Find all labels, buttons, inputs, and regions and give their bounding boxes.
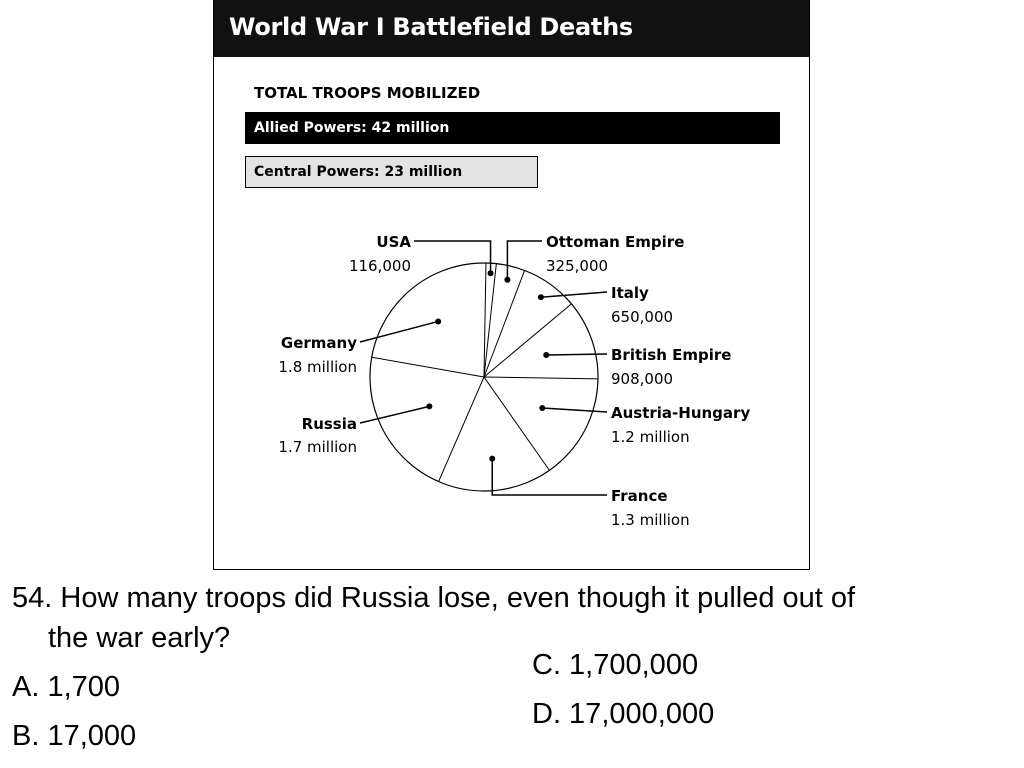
leader-usa — [414, 241, 491, 273]
label-british-value: 908,000 — [611, 370, 674, 388]
answer-option-a[interactable]: A. 1,700 — [12, 671, 121, 703]
slice-labels — [278, 233, 750, 529]
slice-callouts — [360, 241, 607, 495]
label-france-name: France — [611, 487, 668, 505]
leader-russia — [360, 406, 429, 423]
chart-title: World War I Battlefield Deaths — [229, 13, 633, 41]
leader-germany — [360, 321, 438, 342]
slice-germany — [372, 357, 484, 377]
label-ottoman-name: Ottoman Empire — [546, 233, 685, 251]
label-italy-name: Italy — [611, 284, 649, 302]
leader-austria — [542, 408, 607, 412]
central-powers-bar: Central Powers: 23 million — [245, 156, 538, 188]
mobilized-heading: TOTAL TROOPS MOBILIZED — [254, 84, 481, 102]
label-russia-name: Russia — [301, 415, 357, 433]
label-russia-value: 1.7 million — [278, 438, 357, 456]
question-text-cont: the war early? — [48, 622, 231, 654]
leader-british — [546, 354, 607, 355]
allied-powers-bar: Allied Powers: 42 million — [245, 112, 780, 144]
answer-option-d[interactable]: D. 17,000,000 — [532, 698, 715, 730]
label-germany-name: Germany — [280, 334, 357, 352]
answer-option-c[interactable]: C. 1,700,000 — [532, 649, 699, 681]
label-austria-name: Austria-Hungary — [611, 404, 751, 422]
slice-russia — [439, 377, 484, 482]
label-british-name: British Empire — [611, 346, 732, 364]
slice-british — [484, 304, 571, 377]
leader-italy — [541, 292, 607, 297]
label-ottoman-value: 325,000 — [546, 257, 609, 275]
slice-austria — [484, 377, 598, 379]
label-usa-name: USA — [376, 233, 411, 251]
label-italy-value: 650,000 — [611, 308, 674, 326]
label-france-value: 1.3 million — [611, 511, 690, 529]
question-text: 54. How many troops did Russia lose, even though it pulled out of — [12, 582, 856, 614]
label-usa-value: 116,000 — [348, 257, 411, 275]
label-germany-value: 1.8 million — [278, 358, 357, 376]
chart-figure — [213, 0, 810, 570]
label-austria-value: 1.2 million — [611, 428, 690, 446]
answer-option-b[interactable]: B. 17,000 — [12, 720, 137, 752]
pie-chart — [214, 0, 811, 570]
leader-ottoman — [507, 241, 542, 280]
leader-france — [492, 459, 607, 495]
